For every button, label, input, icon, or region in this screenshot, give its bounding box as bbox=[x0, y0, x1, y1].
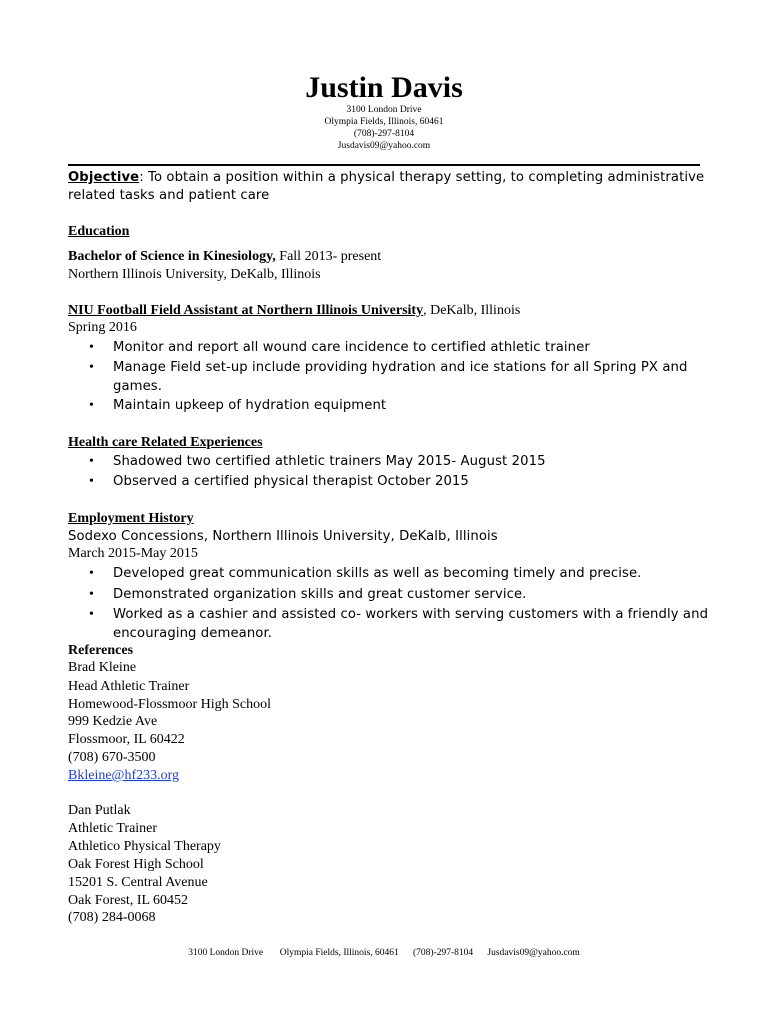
education-degree: Bachelor of Science in Kinesiology, bbox=[68, 249, 276, 264]
ref1-email-link[interactable]: Bkleine@hf233.org bbox=[68, 768, 180, 783]
ref2-phone: (708) 284-0068 bbox=[68, 910, 156, 925]
ref2-city: Oak Forest, IL 60452 bbox=[68, 893, 189, 908]
healthcare-bullet-1: Shadowed two certified athletic trainers May 2015- August 2015 bbox=[113, 454, 546, 469]
education-school: Northern Illinois University, DeKalb, Illinois bbox=[68, 267, 321, 282]
ref2-school: Oak Forest High School bbox=[68, 857, 204, 872]
ref2-organization: Athletico Physical Therapy bbox=[68, 839, 221, 854]
bullet-icon: • bbox=[89, 454, 94, 469]
contact-block bbox=[0, 104, 768, 152]
education-dates: Fall 2013- present bbox=[275, 249, 382, 264]
contact-phone: (708)-297-8104 bbox=[353, 129, 415, 139]
objective-line-1 bbox=[68, 169, 704, 186]
ref1-city: Flossmoor, IL 60422 bbox=[68, 732, 185, 747]
objective-label: Objective bbox=[68, 170, 140, 185]
football-title-line bbox=[68, 302, 520, 319]
references-heading: References bbox=[68, 643, 134, 658]
contact-city: Olympia Fields, Illinois, 60461 bbox=[324, 117, 444, 127]
resume-name: Justin Davis bbox=[305, 71, 463, 104]
employment-dates: March 2015-May 2015 bbox=[68, 546, 198, 561]
employment-bullet-3-cont: encouraging demeanor. bbox=[113, 626, 273, 641]
football-dates: Spring 2016 bbox=[68, 320, 137, 335]
contact-email: Jusdavis09@yahoo.com bbox=[337, 141, 431, 151]
ref1-phone: (708) 670-3500 bbox=[68, 750, 156, 765]
bullet-icon: • bbox=[89, 360, 94, 375]
bullet-icon: • bbox=[89, 566, 94, 581]
football-bullet-3: Maintain upkeep of hydration equipment bbox=[113, 398, 387, 413]
page-footer: 3100 London Drive Olympia Fields, Illinois, 60461 (708)-297-8104 Jusdavis09@yahoo.com bbox=[188, 948, 580, 958]
objective-line-2: related tasks and patient care bbox=[68, 188, 270, 203]
ref1-organization: Homewood-Flossmoor High School bbox=[68, 697, 271, 712]
objective-text-1: : To obtain a position within a physical therapy setting, to completing administrative bbox=[139, 170, 705, 185]
football-title: NIU Football Field Assistant at Northern Illinois University bbox=[68, 303, 424, 318]
football-bullet-2-cont: games. bbox=[113, 379, 163, 394]
employment-bullet-1: Developed great communication skills as well as becoming timely and precise. bbox=[113, 566, 642, 581]
contact-address: 3100 London Drive bbox=[346, 105, 422, 115]
bullet-icon: • bbox=[89, 474, 94, 489]
ref2-name: Dan Putlak bbox=[68, 803, 131, 818]
employment-bullet-3: Worked as a cashier and assisted co- workers with serving customers with a friendly and bbox=[113, 607, 709, 622]
bullet-icon: • bbox=[89, 607, 94, 622]
header-divider bbox=[68, 164, 700, 166]
football-bullet-1: Monitor and report all wound care incidence to certified athletic trainer bbox=[113, 340, 590, 355]
employment-bullet-2: Demonstrated organization skills and great customer service. bbox=[113, 587, 527, 602]
ref1-name: Brad Kleine bbox=[68, 660, 137, 675]
ref2-title: Athletic Trainer bbox=[68, 821, 158, 836]
football-location: , DeKalb, Illinois bbox=[423, 303, 521, 318]
bullet-icon: • bbox=[89, 587, 94, 602]
healthcare-heading: Health care Related Experiences bbox=[68, 435, 263, 450]
ref1-title: Head Athletic Trainer bbox=[68, 679, 190, 694]
bullet-icon: • bbox=[89, 398, 94, 413]
ref1-street: 999 Kedzie Ave bbox=[68, 714, 158, 729]
healthcare-bullet-2: Observed a certified physical therapist October 2015 bbox=[113, 474, 469, 489]
employment-employer: Sodexo Concessions, Northern Illinois University, DeKalb, Illinois bbox=[68, 529, 498, 544]
bullet-icon: • bbox=[89, 340, 94, 355]
employment-heading: Employment History bbox=[68, 511, 194, 526]
education-degree-line bbox=[68, 248, 381, 265]
football-bullet-2: Manage Field set-up include providing hydration and ice stations for all Spring PX and bbox=[113, 360, 688, 375]
education-heading: Education bbox=[68, 224, 130, 239]
ref2-street: 15201 S. Central Avenue bbox=[68, 875, 208, 890]
